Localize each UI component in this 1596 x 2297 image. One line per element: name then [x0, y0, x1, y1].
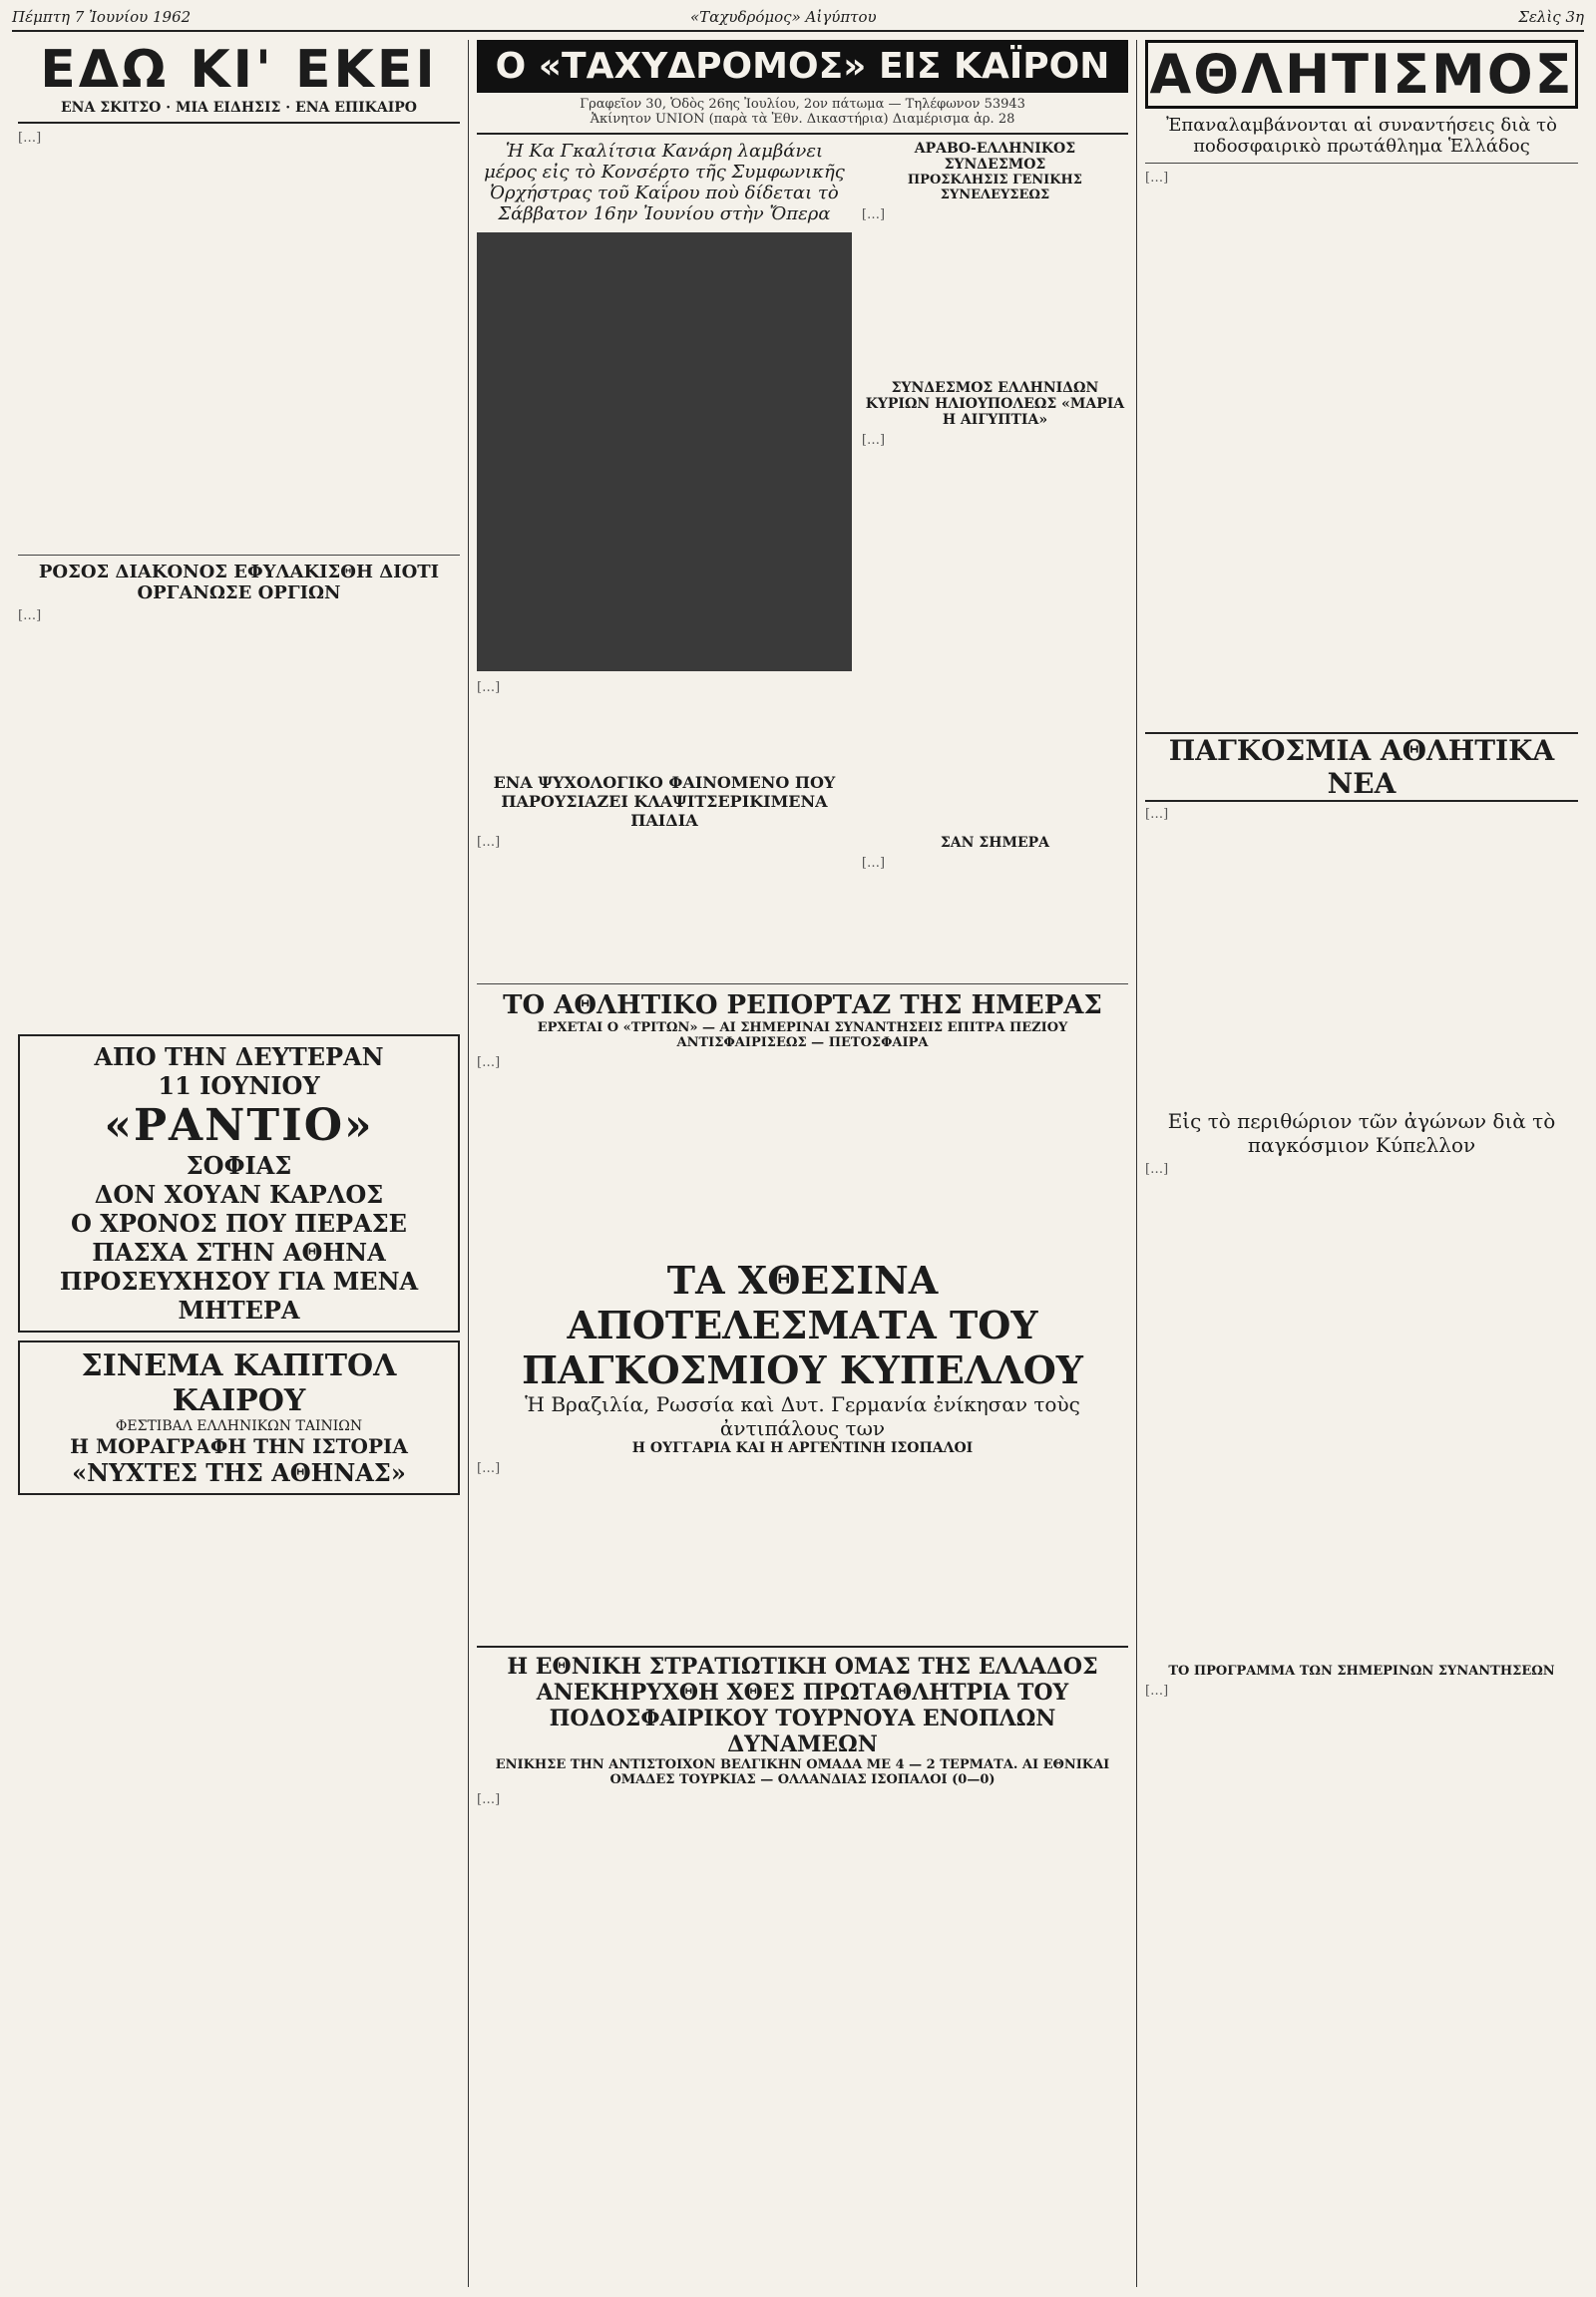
maria-headline: ΣΥΝΔΕΣΜΟΣ ΕΛΛΗΝΙΔΩΝ ΚΥΡΙΩΝ ΗΛΙΟΥΠΟΛΕΩΣ «ΜΑΡΙΑ Η ΑΙΓΥΠΤΙΑ» — [865, 380, 1125, 428]
left-title: ΕΔΩ ΚΙ' ΕΚΕΙ — [40, 40, 438, 100]
concert-headline: Ἡ Κα Γκαλίτσια Κανάρη λαμβάνει μέρος εἰς τὸ Κονσέρτο τῆς Συμφωνικῆς Ὀρχήστρας τοῦ Καΐρου ποὺ δίδεται τὸ Σάββατον 16ην Ἰουνίου στὴν Ὄπερα — [484, 141, 845, 224]
army-sub: ΕΝΙΚΗΣΕ ΤΗΝ ΑΝΤΙΣΤΟΙΧΟΝ ΒΕΛΓΙΚΗΝ ΟΜΑΔΑ ΜΕ 4 — 2 ΤΕΡΜΑΤΑ. ΑΙ ΕΘΝΙΚΑΙ ΟΜΑΔΕΣ ΤΟΥΡΚΙΑΣ — ΟΛΛΑΝΔΙΑΣ ΙΣΟΠΑΛΟΙ (0—0) — [495, 1757, 1110, 1787]
world-cup-sub-2: Η ΟΥΓΓΑΡΙΑ ΚΑΙ Η ΑΡΓΕΝΤΙΝΗ ΙΣΟΠΑΛΟΙ — [631, 1440, 974, 1456]
psych-headline: ΕΝΑ ΨΥΧΟΛΟΓΙΚΟ ΦΑΙΝΟΜΕΝΟ ΠΟΥ ΠΑΡΟΥΣΙΑΖΕΙ ΚΛΑΨΙΤΣΕΡΙΚΙΜΕΝΑ ΠΑΙΔΙΑ — [493, 773, 836, 830]
army-body: […] — [477, 1792, 501, 1807]
headline-orthodox: ΡΟΣΟΣ ΔΙΑΚΟΝΟΣ ΕΦΥΛΑΚΙΣΘΗ ΔΙΟΤΙ ΟΡΓΑΝΩΣΕ ΟΡΓΙΩΝ — [38, 562, 440, 603]
left-body-2: […] — [18, 608, 42, 623]
cup-periph-body: […] — [1145, 1162, 1169, 1177]
photo-caption: […] — [477, 680, 501, 695]
ad-film-2: ΔΟΝ ΧΟΥΑΝ ΚΑΡΛΟΣ — [94, 1180, 384, 1209]
world-news-body: […] — [1145, 807, 1169, 822]
ad-from: ΑΠΟ ΤΗΝ ΔΕΥΤΕΡΑΝ — [94, 1042, 384, 1071]
maria-body: […] — [861, 433, 886, 448]
world-cup-body: […] — [477, 1461, 501, 1476]
left-body-1: […] — [18, 131, 42, 146]
center-column — [469, 40, 1137, 2287]
world-cup-sub: Ἡ Βραζιλία, Ρωσσία καὶ Δυτ. Γερμανία ἐνίκησαν τοὺς ἀντιπάλους των — [525, 1392, 1080, 1440]
sports-sub: Ἐπαναλαμβάνονται αἱ συναντήσεις διὰ τὸ ποδοσφαιρικὸ πρωτάθλημα Ἑλλάδος — [1166, 115, 1557, 157]
army-headline: Η ΕΘΝΙΚΗ ΣΤΡΑΤΙΩΤΙΚΗ ΟΜΑΣ ΤΗΣ ΕΛΛΑΔΟΣ ΑΝΕΚΗΡΥΧΘΗ ΧΘΕΣ ΠΡΩΤΑΘΛΗΤΡΙΑ ΤΟΥ ΠΟΔΟΣΦΑΙΡΙΚΟΥ ΤΟΥΡΝΟΥΑ ΕΝΟΠΛΩΝ ΔΥΝΑΜΕΩΝ — [507, 1654, 1098, 1757]
sports-body-1: […] — [1145, 171, 1169, 186]
header-date: Πέμπτη 7 Ἰουνίου 1962 — [12, 8, 192, 26]
arabo-headline: ΑΡΑΒΟ-ΕΛΛΗΝΙΚΟΣ ΣΥΝΔΕΣΜΟΣ — [914, 141, 1076, 173]
left-subtitle: ΕΝΑ ΣΚΙΤΣΟ · ΜΙΑ ΕΙΔΗΣΙΣ · ΕΝΑ ΕΠΙΚΑΙΡΟ — [61, 100, 417, 116]
right-column — [1137, 40, 1586, 2287]
psych-body: […] — [477, 835, 501, 850]
ad-cinema: «ΡΑΝΤΙΟ» — [104, 1100, 374, 1151]
cairo-address-2: Ἀκίνητον UNION (παρὰ τὰ Ἐθν. Δικαστήρια) Διαμέρισμα ἀρ. 28 — [590, 112, 1015, 127]
triton-headline: ΕΡΧΕΤΑΙ Ο «ΤΡΙΤΩΝ» — ΑΙ ΣΗΜΕΡΙΝΑΙ ΣΥΝΑΝΤΗΣΕΙΣ ΕΠΙΤΡΑ ΠΕΖΙΟΥ ΑΝΤΙΣΦΑΙΡΙΣΕΩΣ — ΠΕΤΟΣΦΑΙΡΑ — [537, 1020, 1068, 1050]
san-simera-body: […] — [861, 856, 886, 871]
prosklisis-headline: ΠΡΟΣΚΛΗΣΙΣ ΓΕΝΙΚΗΣ ΣΥΝΕΛΕΥΣΕΩΣ — [907, 173, 1082, 202]
world-news-headline: ΠΑΓΚΟΣΜΙΑ ΑΘΛΗΤΙΚΑ ΝΕΑ — [1145, 732, 1578, 802]
ad2-festival: ΦΕΣΤΙΒΑΛ ΕΛΛΗΝΙΚΩΝ ΤΑΙΝΙΩΝ — [115, 1418, 363, 1434]
cairo-masthead: Ο «ΤΑΧΥΔΡΟΜΟΣ» ΕΙΣ ΚΑΪΡΟΝ — [477, 40, 1128, 93]
triton-body: […] — [477, 1055, 501, 1070]
capitol-cinema-ad — [18, 1340, 460, 1495]
ad2-film-2: «ΝΥΧΤΕΣ ΤΗΣ ΑΘΗΝΑΣ» — [72, 1458, 406, 1487]
header-page: Σελὶς 3η — [1518, 8, 1584, 26]
ad-film-5: ΠΡΟΣΕΥΧΗΣΟΥ ΓΙΑ ΜΕΝΑ ΜΗΤΕΡΑ — [59, 1267, 419, 1325]
san-simera: ΣΑΝ ΣΗΜΕΡΑ — [940, 835, 1050, 851]
ad2-name: ΣΙΝΕΜΑ ΚΑΠΙΤΟΛ ΚΑΙΡΟΥ — [81, 1348, 397, 1418]
sport-report-headline: ΤΟ ΑΘΛΗΤΙΚΟ ΡΕΠΟΡΤΑΖ ΤΗΣ ΗΜΕΡΑΣ — [503, 990, 1102, 1020]
ad-film-3: Ο ΧΡΟΝΟΣ ΠΟΥ ΠΕΡΑΣΕ — [71, 1209, 407, 1238]
program-headline: ΤΟ ΠΡΟΓΡΑΜΜΑ ΤΩΝ ΣΗΜΕΡΙΝΩΝ ΣΥΝΑΝΤΗΣΕΩΝ — [1168, 1664, 1555, 1679]
left-column — [10, 40, 469, 2287]
header-paper: «Ταχυδρόμος» Αἰγύπτου — [690, 8, 877, 26]
program-body: […] — [1145, 1684, 1169, 1699]
ad-film-1: ΣΟΦΙΑΣ — [186, 1151, 292, 1180]
page-header — [12, 8, 1584, 32]
sports-masthead: ΑΘΛΗΤΙΣΜΟΣ — [1145, 40, 1578, 109]
ad-film-4: ΠΑΣΧΑ ΣΤΗΝ ΑΘΗΝΑ — [92, 1238, 386, 1267]
cup-periph-headline: Εἰς τὸ περιθώριον τῶν ἀγώνων διὰ τὸ παγκόσμιον Κύπελλον — [1167, 1109, 1556, 1157]
arabo-body: […] — [861, 207, 886, 222]
radio-cinema-ad — [18, 1034, 460, 1333]
ad-date: 11 ΙΟΥΝΙΟΥ — [158, 1071, 320, 1100]
cairo-address: Γραφεῖον 30, Ὁδὸς 26ης Ἰουλίου, 2ον πάτωμα — Τηλέφωνον 53943 — [580, 97, 1025, 112]
world-cup-headline: ΤΑ ΧΘΕΣΙΝΑ ΑΠΟΤΕΛΕΣΜΑΤΑ ΤΟΥ ΠΑΓΚΟΣΜΙΟΥ ΚΥΠΕΛΛΟΥ — [522, 1258, 1083, 1392]
ad2-film-1: Η ΜΟΡΑΓΡΑΦΗ ΤΗΝ ΙΣΤΟΡΙΑ — [70, 1434, 408, 1458]
concert-photo — [477, 232, 852, 671]
